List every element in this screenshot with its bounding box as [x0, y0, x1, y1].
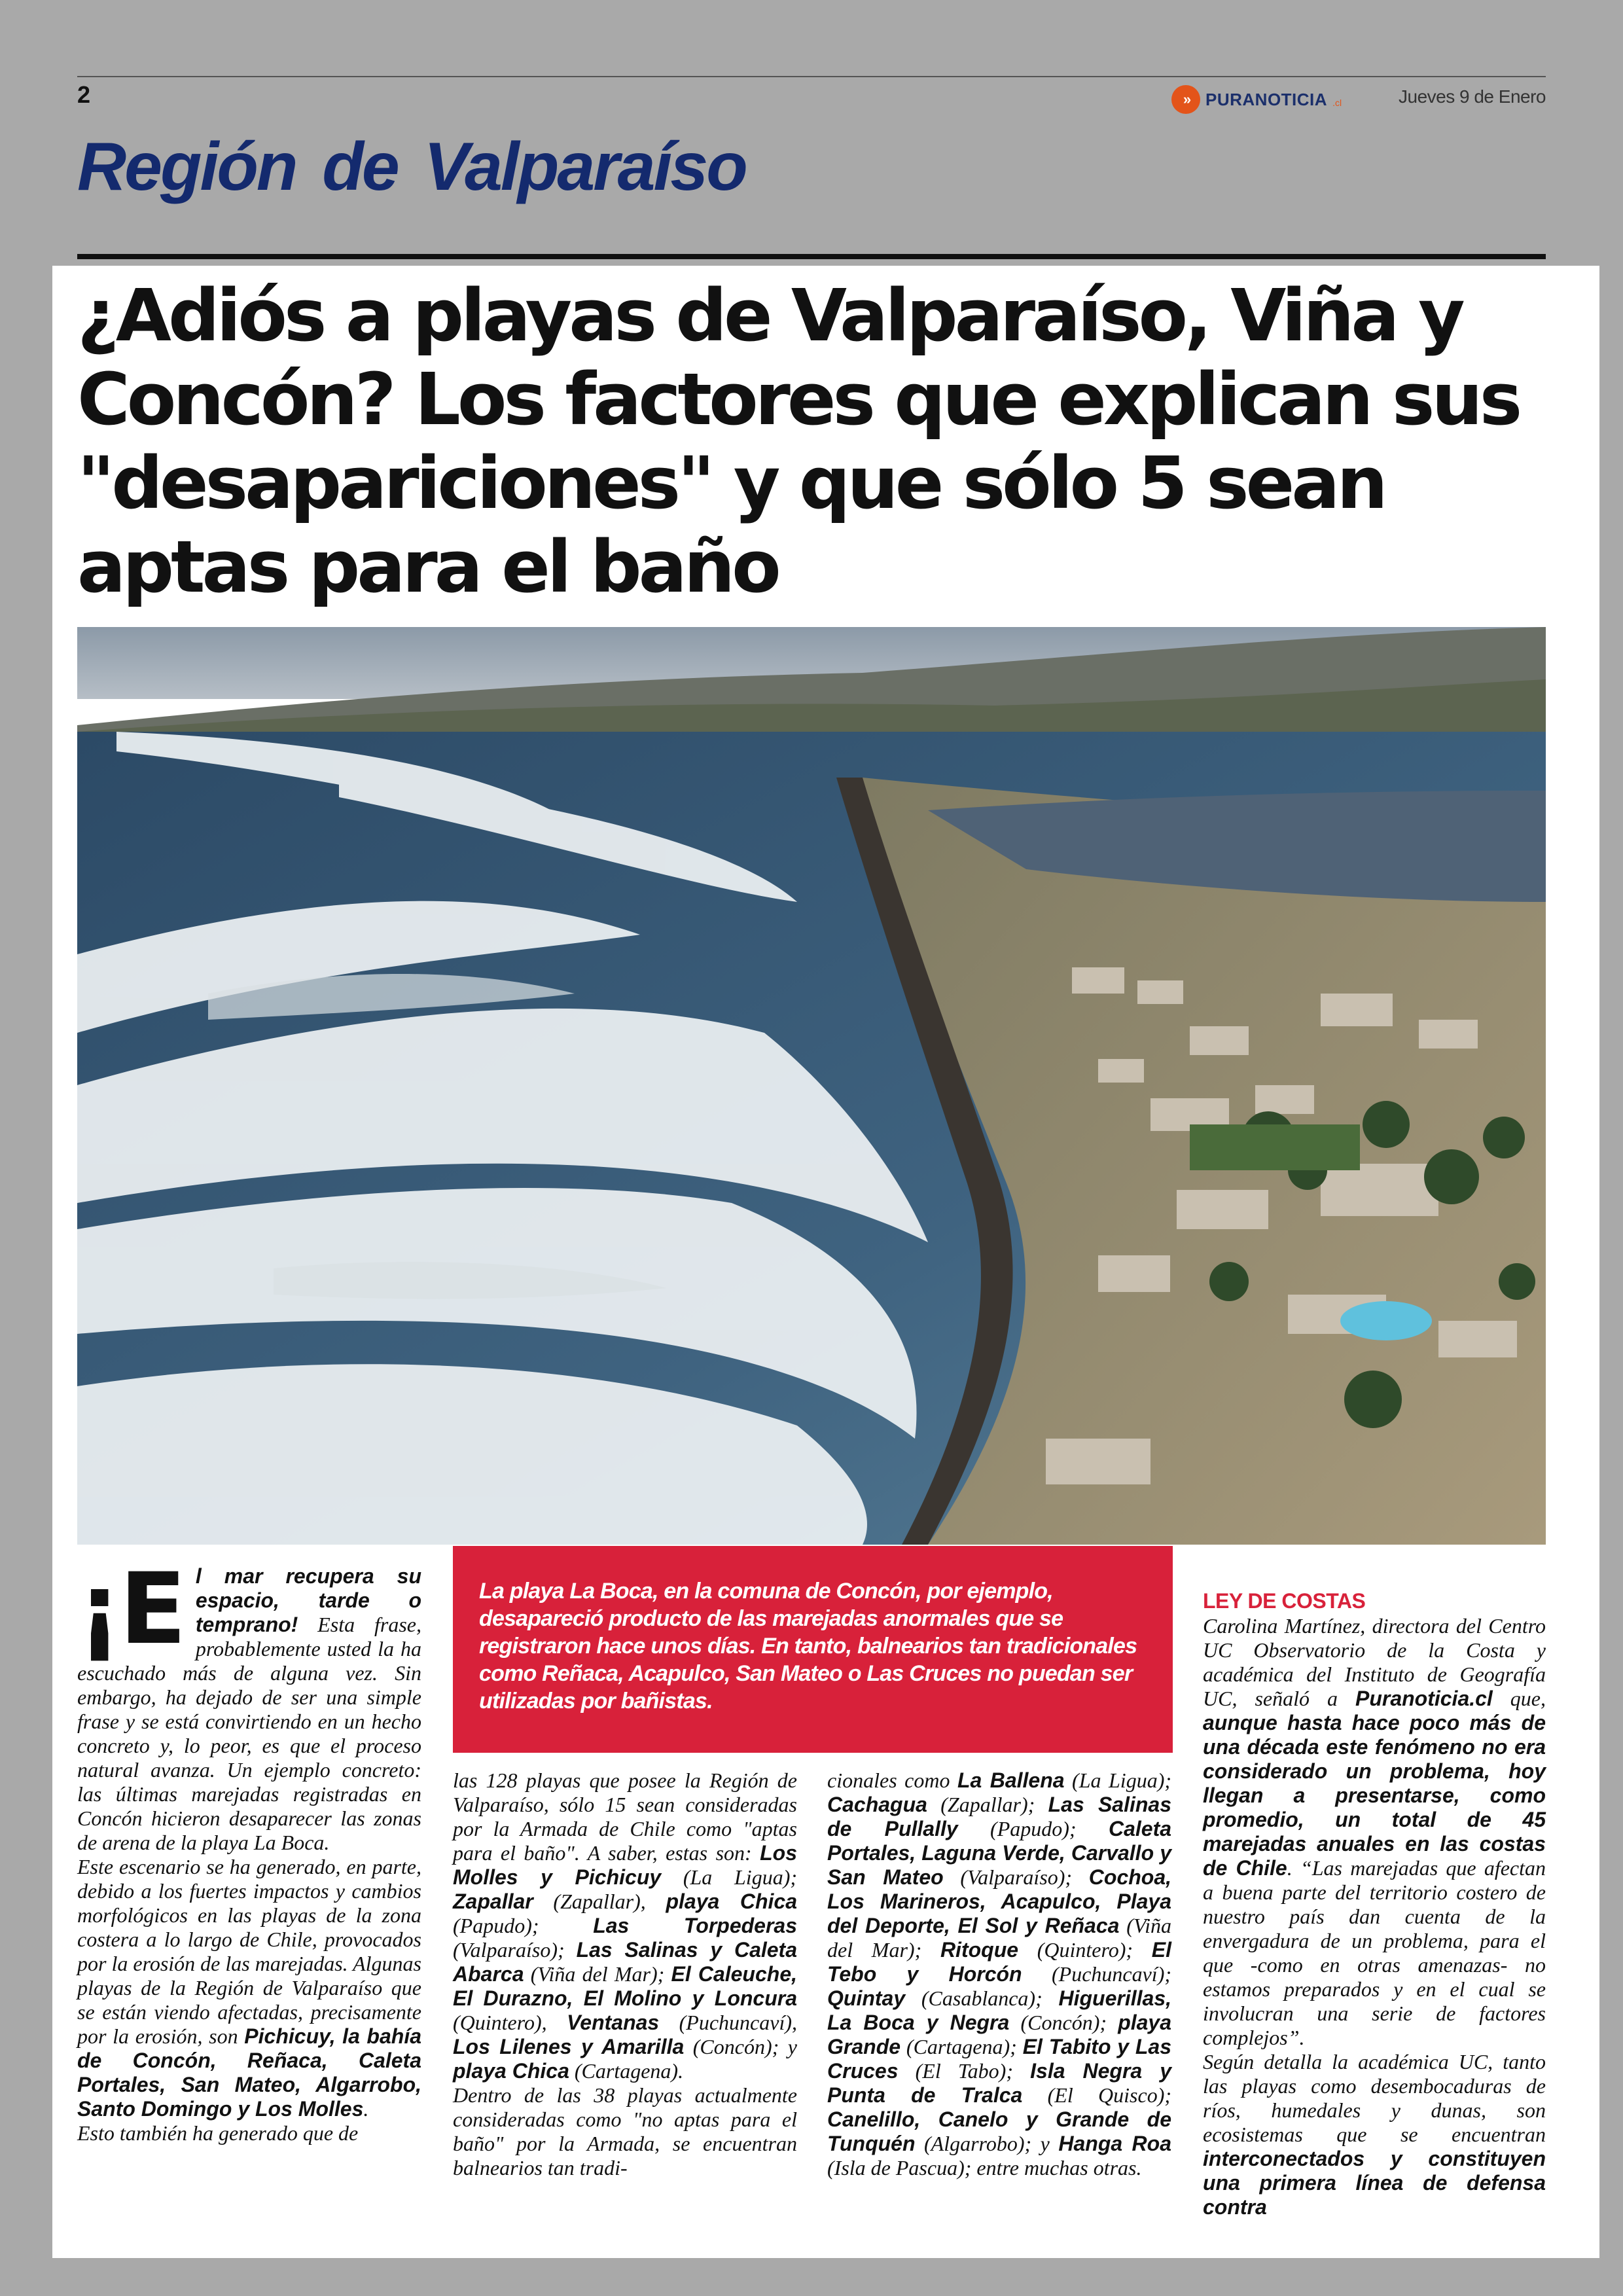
- beach-name: Las Salinas de Pullally: [827, 1793, 1172, 1840]
- text-run: (Zapallar),: [533, 1890, 666, 1913]
- text-run: las 128 playas que posee la Región de Valparaíso, sólo 15 sean consideradas por la Armada de Chile como "aptas para el baño". A saber, estas son:: [453, 1768, 797, 1865]
- text-run: (Quintero);: [1018, 1938, 1152, 1962]
- beach-name: Las Salinas y Caleta Abarca: [453, 1938, 797, 1986]
- beach-name: playa Grande: [827, 2011, 1172, 2058]
- article-headline: ¿Adiós a playas de Valparaíso, Viña y Concón? Los factores que explican sus "desapariciones" y que sólo 5 sean aptas para el baño: [77, 274, 1520, 609]
- text-run: (Zapallar);: [927, 1793, 1048, 1816]
- article-photo: [77, 627, 1546, 1545]
- text-run: (Algarrobo); y: [915, 2132, 1059, 2155]
- body-column-4: [1203, 1614, 1546, 2219]
- beach-name: Caleta Portales, Laguna Verde, Carvallo y San Mateo: [827, 1817, 1172, 1889]
- text-run: (Quintero),: [453, 2011, 567, 2034]
- beach-name: playa Chica: [666, 1890, 798, 1913]
- page-number: 2: [77, 81, 91, 108]
- beach-name: Ritoque: [940, 1938, 1019, 1962]
- text-run: (Concón);: [1009, 2011, 1118, 2034]
- text-run: (Isla de Pascua); entre muchas otras.: [827, 2156, 1142, 2179]
- key-fact-bold: interconectados y constituyen una primera línea de defensa contra: [1203, 2147, 1546, 2219]
- section-title: Región de Valparaíso: [77, 129, 746, 205]
- body-column-2: [453, 1768, 797, 2180]
- beach-name: El Caleuche, El Durazno, El Molino y Loncura: [453, 1962, 798, 2010]
- text-run: que,: [1492, 1687, 1546, 1710]
- text-run: (El Quisco);: [1022, 2083, 1171, 2107]
- lead-paragraph: [77, 1552, 421, 1855]
- beach-name: Los Molles y Pichicuy: [453, 1841, 797, 1889]
- body-column-3: [827, 1768, 1171, 2180]
- text-run: (Casablanca);: [905, 1986, 1059, 2010]
- text-run: (Viña del Mar);: [524, 1962, 671, 1986]
- subhead-ley-de-costas: LEY DE COSTAS: [1203, 1589, 1366, 1613]
- text-run: (La Ligua);: [661, 1865, 797, 1889]
- brand-logo[interactable]: [1171, 85, 1342, 114]
- key-fact-bold: aunque hasta hace poco más de una década este fenómeno no era considerado un problema, hoy llegan a presentarse, como promedio, un total de 45 marejadas anuales en las costas de Chile: [1203, 1711, 1546, 1880]
- brand-mark-icon: »: [1171, 85, 1200, 114]
- beach-name: Higuerillas, La Boca y Negra: [827, 1986, 1171, 2034]
- paragraph: [1203, 1614, 1546, 2050]
- text-run: (Puchuncaví);: [1022, 1962, 1172, 1986]
- lead-bold: l mar recupera su espacio, tarde o temprano!: [195, 1564, 421, 1636]
- photo-caption: [453, 1546, 1173, 1753]
- beach-name: Zapallar: [453, 1890, 533, 1913]
- paragraph: [453, 1768, 797, 2083]
- text-run: (Valparaíso);: [453, 1938, 577, 1962]
- text-run: (Viña del Mar);: [827, 1914, 1172, 1962]
- beach-name: playa Chica: [453, 2059, 569, 2083]
- text-run: (Concón); y: [684, 2035, 798, 2058]
- text-run: (Cartagena).: [569, 2059, 684, 2083]
- beach-name: Ventanas: [567, 2011, 660, 2034]
- lead-rest: Esta frase, probablemente usted la ha escuchado más de alguna vez. Sin embargo, ha dejado de ser una simple frase y se está convirtiendo en un hecho concreto y, lo peor, es que el proceso natural avanza. Un ejemplo concreto: las últimas marejadas registradas en Concón hicieron desaparecer las zonas de arena de la playa La Boca.: [77, 1613, 421, 1854]
- header-rule: [77, 76, 1546, 77]
- paragraph: [77, 1855, 421, 2121]
- beach-name: Isla Negra y Punta de Tralca: [827, 2059, 1172, 2107]
- text-run: . “Las marejadas que afectan a buena parte del territorio costero de nuestro país dan cuenta de la envergadura de un problema, para el que -como en otras amenazas- no estamos preparados y en el cual se involucran una serie de factores complejos”.: [1203, 1856, 1546, 2049]
- beach-name: La Ballena: [957, 1768, 1065, 1792]
- text-run: (El Tabo);: [898, 2059, 1031, 2083]
- brand-name: PURANOTICIA: [1205, 89, 1328, 109]
- section-rule: [77, 254, 1546, 259]
- paragraph: [1203, 2050, 1546, 2219]
- text-run: (La Ligua);: [1064, 1768, 1172, 1792]
- caption-text: La playa La Boca, en la comuna de Concón, por ejemplo, desapareció producto de las marejadas anormales que se registraron hace unos días. En tanto, balnearios tan tradicionales como Reñaca, Acapulco, San Mateo o Las Cruces no puedan ser utilizadas por bañistas.: [479, 1579, 1137, 1713]
- paragraph-text: Este escenario se ha generado, en parte, debido a los fuertes impactos y cambios morfológicos en las playas de la zona costera a lo largo de Chile, provocados por la erosión de las marejadas. Algunas playas de la Región de Valparaíso que se están viendo afectadas, precisamente por la erosión, son: [77, 1855, 421, 2048]
- beach-name: Cachagua: [827, 1793, 927, 1816]
- beach-name: Cochoa, Los Marineros, Acapulco, Playa del Deporte, El Sol y Reñaca: [827, 1865, 1172, 1937]
- text-run: (Papudo);: [957, 1817, 1109, 1840]
- dropcap: [77, 1552, 184, 1666]
- text-run: Carolina Martínez, directora del Centro UC Observatorio de la Costa y académica del Instituto de Geografía UC, señaló a: [1203, 1614, 1546, 1710]
- beach-name: Canelillo, Canelo y Grande de Tunquén: [827, 2108, 1171, 2155]
- text-run: Según detalla la académica UC, tanto las playas como desembocaduras de ríos, humedales y dunas, son ecosistemas que se encuentran: [1203, 2050, 1546, 2146]
- text-run: (Valparaíso);: [943, 1865, 1089, 1889]
- beach-list-bold: Pichicuy, la bahía de Concón, Reñaca, Caleta Portales, San Mateo, Algarrobo, Santo Domingo y Los Molles: [77, 2024, 421, 2121]
- text-run: (Papudo);: [453, 1914, 594, 1937]
- beach-name: Los Lilenes y Amarilla: [453, 2035, 685, 2058]
- text-run: (Cartagena);: [901, 2035, 1023, 2058]
- aerial-beach-photo: [77, 627, 1546, 1545]
- paragraph: Dentro de las 38 playas actualmente consideradas como "no aptas para el baño" por la Armada, se encuentran balnearios tan tradi-: [453, 2083, 797, 2179]
- beach-name: Hanga Roa: [1058, 2132, 1172, 2155]
- issue-date: Jueves 9 de Enero: [1399, 86, 1546, 107]
- beach-name: Las Torpederas: [593, 1914, 798, 1937]
- brand-suffix: .cl: [1332, 98, 1342, 108]
- text-run: (Puchuncaví),: [659, 2011, 797, 2034]
- dropcap-letter: ¡E: [77, 1552, 184, 1666]
- source-name: Puranoticia.cl: [1355, 1687, 1493, 1710]
- paragraph-text: .: [363, 2097, 369, 2121]
- paragraph: [827, 1768, 1171, 2180]
- paragraph: Esto también ha generado que de: [77, 2121, 359, 2145]
- text-run: cionales como: [827, 1768, 957, 1792]
- beach-name: El Tebo y Horcón: [827, 1938, 1172, 1986]
- body-column-1: [77, 1552, 421, 2145]
- beach-name: Quintay: [827, 1986, 906, 2010]
- beach-name: El Tabito y Las Cruces: [827, 2035, 1172, 2083]
